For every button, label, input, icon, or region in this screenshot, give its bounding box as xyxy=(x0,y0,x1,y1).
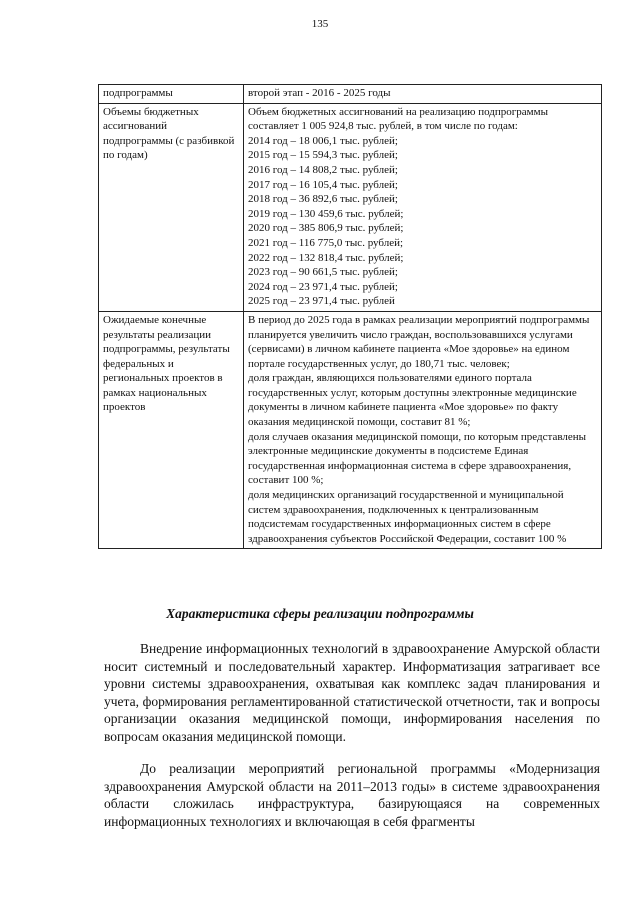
row-label-subprograms: подпрограммы xyxy=(99,85,244,104)
table-row xyxy=(99,85,602,104)
budget-year-line: 2015 год – 15 594,3 тыс. рублей; xyxy=(248,149,398,162)
table-row xyxy=(99,103,602,311)
budget-year-line: 2025 год – 23 971,4 тыс. рублей xyxy=(248,295,395,308)
row-value-budget xyxy=(244,103,602,311)
budget-year-line: 2014 год – 18 006,1 тыс. рублей; xyxy=(248,134,398,147)
result-item: доля случаев оказания медицинской помощи, по которым представлены электронные медицинские документы в подсистеме Единая государственная информационная система в сфере здравоохранения, составит 100 %; xyxy=(248,430,587,487)
budget-year-line: 2022 год – 132 818,4 тыс. рублей; xyxy=(248,251,404,264)
result-item: доля граждан, являющихся пользователями единого портала государственных услуг, которым доступны электронные медицинские документы в личном кабинете пациента «Мое здоровье» по факту оказания медицинской помощи, составит 81 %; xyxy=(248,372,577,429)
passport-table xyxy=(98,84,602,549)
budget-intro: Объем бюджетных ассигнований на реализацию подпрограммы составляет 1 005 924,8 тыс. рублей, в том числе по годам: xyxy=(248,105,548,133)
row-value-stage: второй этап - 2016 - 2025 годы xyxy=(244,85,602,104)
row-label-budget: Объемы бюджетных ассигнований подпрограммы (с разбивкой по годам) xyxy=(99,103,244,311)
budget-year-line: 2017 год – 16 105,4 тыс. рублей; xyxy=(248,178,398,191)
budget-year-line: 2021 год – 116 775,0 тыс. рублей; xyxy=(248,236,404,249)
table-row xyxy=(99,311,602,549)
budget-year-line: 2016 год – 14 808,2 тыс. рублей; xyxy=(248,163,398,176)
row-label-results: Ожидаемые конечные результаты реализации подпрограммы, результаты федеральных и региональных проектов в рамках национальных проектов xyxy=(99,311,244,549)
budget-year-line: 2024 год – 23 971,4 тыс. рублей; xyxy=(248,280,398,293)
result-item: доля медицинских организаций государственной и муниципальной систем здравоохранения, подключенных к централизованным подсистемам государственных информационных систем в сфере здравоохранения субъектов Российской Федерации, составит 100 % xyxy=(248,489,567,545)
row-value-results xyxy=(244,311,602,549)
budget-year-line: 2018 год – 36 892,6 тыс. рублей; xyxy=(248,193,398,206)
result-item: В период до 2025 года в рамках реализации мероприятий подпрограммы планируется увеличить число граждан, воспользовавшихся услугами (сервисами) в личном кабинете пациента «Мое здоровье» на едином портале государственных услуг, до 180,71 тыс. человек; xyxy=(248,313,590,370)
budget-year-line: 2020 год – 385 806,9 тыс. рублей; xyxy=(248,222,404,235)
paragraph: Внедрение информационных технологий в здравоохранение Амурской области носит системный и последовательный характер. Информатизация затрагивает все уровни системы здравоохранения, охватывая как комплекс задач планирования и учета, формирования регламентированной статистической отчетности, так и вопросы организации оказания медицинской помощи, информирования населения по вопросам оказания медицинской помощи. xyxy=(104,641,600,744)
paragraph: До реализации мероприятий региональной программы «Модернизация здравоохранения Амурской области на 2011–2013 годы» в системе здравоохранения области сложилась инфраструктура, базирующаяся на современных информационных технологиях и включающая в себя фрагменты xyxy=(104,761,600,829)
budget-year-line: 2023 год – 90 661,5 тыс. рублей; xyxy=(248,266,398,279)
page-number: 135 xyxy=(311,18,329,30)
section-heading: Характеристика сферы реализации подпрограммы xyxy=(166,606,474,621)
budget-year-line: 2019 год – 130 459,6 тыс. рублей; xyxy=(248,207,404,220)
